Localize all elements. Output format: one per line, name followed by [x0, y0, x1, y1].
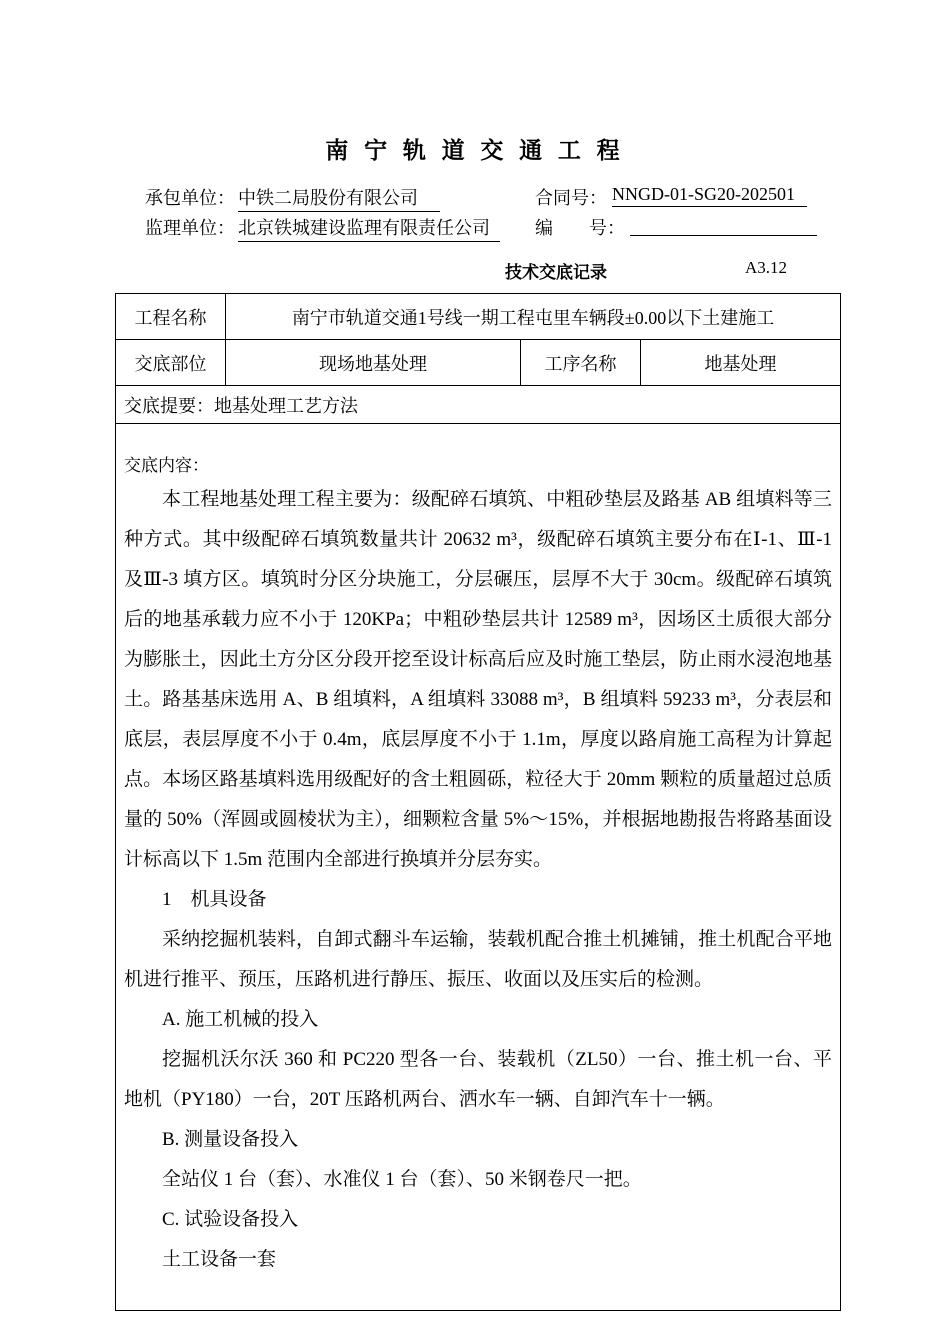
contract-no-label: 合同号：	[535, 188, 607, 208]
form-title: 技术交底记录	[505, 263, 607, 282]
process-value: 地基处理	[641, 340, 841, 386]
content-cell	[116, 424, 841, 1311]
contractor-value: 中铁二局股份有限公司	[238, 184, 440, 212]
table-row-project-name	[116, 294, 841, 340]
contract-no-value: NNGD-01-SG20-202501	[612, 184, 807, 207]
content-heading-survey: B. 测量设备投入	[162, 1129, 299, 1150]
project-name-value: 南宁市轨道交通1号线一期工程屯里车辆段±0.00以下土建施工	[226, 294, 841, 340]
content-paragraph: 采纳挖掘机装料，自卸式翻斗车运输，装载机配合推土机摊铺，推土机配合平地机进行推平、预压，压路机进行静压、振压、收面以及压实后的检测。	[124, 929, 833, 990]
content-paragraph: 挖掘机沃尔沃 360 和 PC220 型各一台、装载机（ZL50）一台、推土机一台、平地机（PY180）一台，20T 压路机两台、洒水车一辆、自卸汽车十一辆。	[124, 1049, 833, 1110]
part-label: 交底部位	[116, 340, 226, 386]
form-code: A3.12	[745, 258, 788, 277]
process-label: 工序名称	[521, 340, 641, 386]
table-row-part-process	[116, 340, 841, 386]
content-paragraph: 土工设备一套	[162, 1249, 277, 1270]
content-paragraph: 全站仪 1 台（套）、水准仪 1 台（套）、50 米钢卷尺一把。	[162, 1169, 642, 1190]
document-title: 南 宁 轨 道 交 通 工 程	[325, 138, 625, 163]
contractor-label: 承包单位：	[145, 188, 235, 208]
content-paragraph: 本工程地基处理工程主要为：级配碎石填筑、中粗砂垫层及路基 AB 组填料等三种方式。其中级配碎石填筑数量共计 20632 m³，级配碎石填筑主要分布在Ⅰ-1、Ⅲ-1 及Ⅲ-3 填方区。填筑时分区分块施工，分层碾压，层厚不大于 30cm。级配碎石填筑后的地基承载力应不小于 120KPa；中粗砂垫层共计 12589 m³，因场区土质很大部分为膨胀土，因此土方分区分段开挖至设计标高后应及时施工垫层，防止雨水浸泡地基土。路基基床选用 A、B 组填料，A 组填料 33088 m³，B 组填料 59233 m³，分表层和底层，表层厚度不小于 0.4m，底层厚度不小于 1.1m，厚度以路肩施工高程为计算起点。本场区路基填料选用级配好的含土粗圆砾，粒径大于 20mm 颗粒的质量超过总质量的 50%（浑圆或圆棱状为主），细颗粒含量 5%～15%，并根据地勘报告将路基面设计标高以下 1.5m 范围内全部进行换填并分层夯实。	[124, 489, 833, 870]
serial-blank-field	[630, 214, 817, 236]
content-body	[124, 480, 832, 1280]
supervisor-label: 监理单位：	[145, 218, 235, 238]
serial-label: 编 号：	[535, 218, 625, 238]
content-heading-equipment: 1 机具设备	[162, 889, 267, 910]
disclosure-table	[115, 293, 841, 1311]
part-value: 现场地基处理	[226, 340, 521, 386]
table-row-summary	[116, 386, 841, 424]
project-name-label: 工程名称	[116, 294, 226, 340]
content-label: 交底内容：	[124, 456, 209, 475]
summary-text: 交底提要：地基处理工艺方法	[116, 386, 841, 424]
table-row-content	[116, 424, 841, 1311]
content-heading-machinery: A. 施工机械的投入	[162, 1009, 319, 1030]
supervisor-value: 北京铁城建设监理有限责任公司	[238, 214, 500, 242]
content-heading-test: C. 试验设备投入	[162, 1209, 299, 1230]
